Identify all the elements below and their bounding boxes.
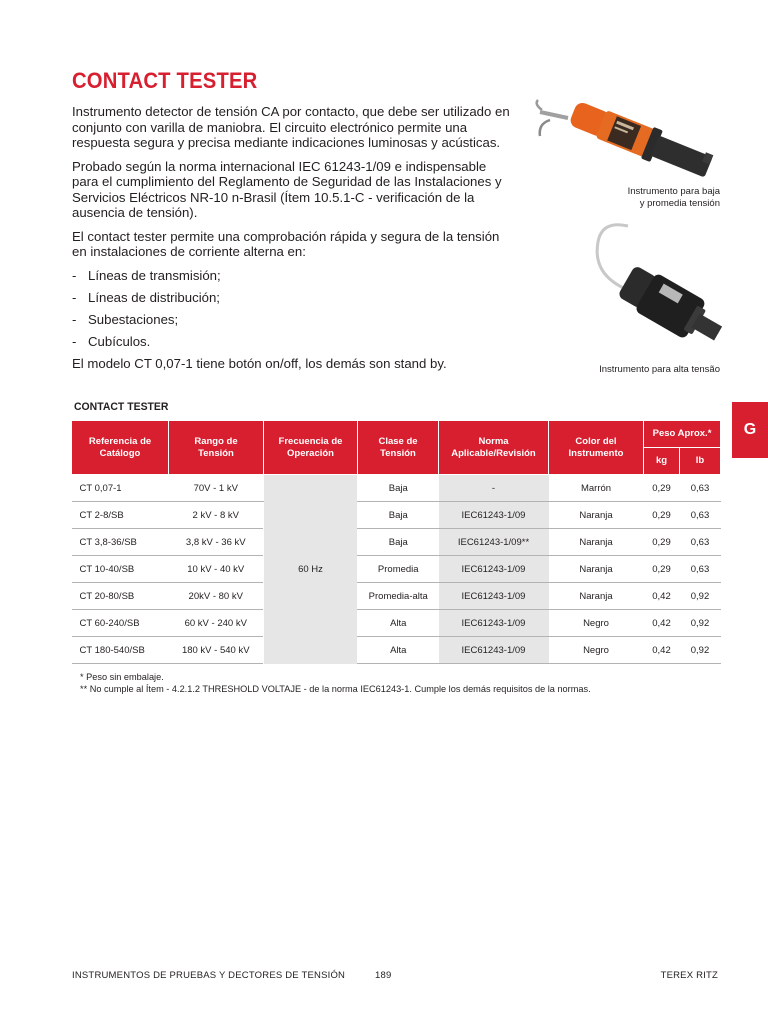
table-cell: Baja	[358, 502, 439, 529]
table-cell: CT 10-40/SB	[72, 556, 169, 583]
table-cell: Naranja	[549, 556, 644, 583]
table-cell: Baja	[358, 529, 439, 556]
table-cell: Alta	[358, 610, 439, 637]
list-item: - Líneas de transmisión;	[72, 267, 221, 283]
page-number: 189	[375, 970, 392, 981]
table-row	[72, 475, 721, 502]
table-cell: -	[439, 475, 549, 502]
table-cell: Baja	[358, 475, 439, 502]
table-cell: CT 20-80/SB	[72, 583, 169, 610]
table-row	[72, 583, 721, 610]
table-cell: 0,29	[644, 502, 680, 529]
table-cell: 10 kV - 40 kV	[169, 556, 264, 583]
table-cell: Naranja	[549, 583, 644, 610]
note-2: ** No cumple al Ítem - 4.2.1.2 THRESHOLD VOLTAJE - de la norma IEC61243-1. Cumple los demás requisitos de la normas.	[80, 683, 591, 694]
application-list	[72, 268, 512, 350]
footer-left: INSTRUMENTOS DE PRUEBAS Y DECTORES DE TENSIÓN	[72, 970, 346, 981]
table-cell: 0,29	[644, 529, 680, 556]
table-cell: CT 180-540/SB	[72, 637, 169, 664]
table-cell: 0,42	[644, 610, 680, 637]
table-cell: 60 kV - 240 kV	[169, 610, 264, 637]
table-title: CONTACT TESTER	[74, 401, 169, 413]
table-cell: Naranja	[549, 529, 644, 556]
page-title: CONTACT TESTER	[72, 68, 258, 93]
frequency-cell: 60 Hz	[264, 475, 358, 664]
table-cell: CT 60-240/SB	[72, 610, 169, 637]
table-cell: 0,92	[680, 583, 721, 610]
table-cell: 180 kV - 540 kV	[169, 637, 264, 664]
table-cell: 20kV - 80 kV	[169, 583, 264, 610]
spec-table	[71, 420, 721, 664]
table-cell: 0,63	[680, 529, 721, 556]
orange-tester-image	[528, 98, 726, 184]
footer-right: TEREX RITZ	[660, 970, 718, 981]
table-cell: 3,8 kV - 36 kV	[169, 529, 264, 556]
table-row	[72, 610, 721, 637]
header-frequency: Frecuencia de Operación	[264, 421, 358, 475]
table-cell: CT 0,07-1	[72, 475, 169, 502]
header-norm: Norma Aplicable/Revisión	[439, 421, 549, 475]
table-notes	[80, 672, 591, 695]
table-cell: Promedia	[358, 556, 439, 583]
header-range: Rango de Tensión	[169, 421, 264, 475]
table-cell: IEC61243-1/09	[439, 637, 549, 664]
section-tab-g[interactable]: G	[732, 402, 768, 458]
table-cell: Alta	[358, 637, 439, 664]
header-ref: Referencia de Catálogo	[72, 421, 169, 475]
table-cell: IEC61243-1/09	[439, 610, 549, 637]
header-color: Color del Instrumento	[549, 421, 644, 475]
note-1: * Peso sin embalaje.	[80, 672, 164, 682]
table-cell: Negro	[549, 610, 644, 637]
table-row	[72, 529, 721, 556]
intro-paragraph-1: Instrumento detector de tensión CA por contacto, que debe ser utilizado en conjunto con varilla de maniobra. El circuito electrónico permite una respuesta segura y precisa mediante indicaciones luminosas y acústicas.	[72, 104, 510, 150]
table-cell: Negro	[549, 637, 644, 664]
table-cell: 2 kV - 8 kV	[169, 502, 264, 529]
header-class: Clase de Tensión	[358, 421, 439, 475]
table-row	[72, 637, 721, 664]
intro-paragraph-2: Probado según la norma internacional IEC 61243-1/09 e indispensable para el cumplimiento del Reglamento de Seguridad de las Instalaciones y Servicios Eléctricos NR-10 n-Brasil (Ítem 10.5.1-C - verificación de la ausencia de tensión).	[72, 158, 502, 220]
table-cell: Marrón	[549, 475, 644, 502]
header-kg: kg	[644, 448, 680, 475]
table-cell: 0,63	[680, 556, 721, 583]
table-cell: Naranja	[549, 502, 644, 529]
table-cell: IEC61243-1/09**	[439, 529, 549, 556]
intro-paragraph-3: El contact tester permite una comprobación rápida y segura de la tensión en instalaciones de corriente alterna en:	[72, 228, 500, 259]
header-weight: Peso Aprox.*	[644, 421, 721, 448]
table-cell: 0,29	[644, 556, 680, 583]
table-cell: 0,29	[644, 475, 680, 502]
table-cell: 70V - 1 kV	[169, 475, 264, 502]
list-item: - Cubículos.	[72, 333, 151, 349]
table-row	[72, 556, 721, 583]
list-item: - Líneas de distribución;	[72, 289, 220, 305]
table-row	[72, 502, 721, 529]
table-cell: IEC61243-1/09	[439, 556, 549, 583]
figure-2-caption: Instrumento para alta tensão	[599, 364, 720, 375]
figure-1-caption: Instrumento para baja y promedia tensión	[627, 186, 720, 209]
table-cell: 0,63	[680, 475, 721, 502]
table-cell: 0,92	[680, 637, 721, 664]
table-cell: CT 2-8/SB	[72, 502, 169, 529]
list-item: - Subestaciones;	[72, 311, 179, 327]
table-cell: CT 3,8-36/SB	[72, 529, 169, 556]
table-cell: 0,42	[644, 583, 680, 610]
table-cell: IEC61243-1/09	[439, 583, 549, 610]
intro-text	[72, 104, 512, 379]
intro-paragraph-4: El modelo CT 0,07-1 tiene botón on/off, los demás son stand by.	[72, 355, 447, 371]
table-cell: IEC61243-1/09	[439, 502, 549, 529]
black-tester-image	[582, 220, 722, 360]
table-cell: Promedia-alta	[358, 583, 439, 610]
header-lb: lb	[680, 448, 721, 475]
table-cell: 0,42	[644, 637, 680, 664]
table-cell: 0,92	[680, 610, 721, 637]
table-cell: 0,63	[680, 502, 721, 529]
